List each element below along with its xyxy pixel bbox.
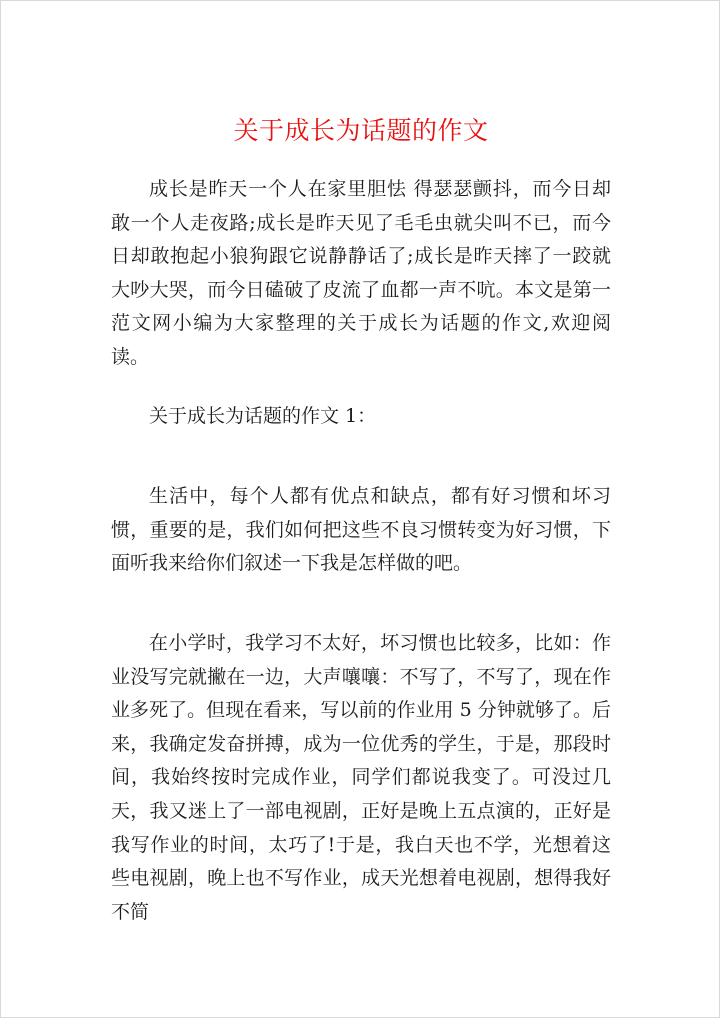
paragraph-primary-school: 在小学时，我学习不太好，坏习惯也比较多，比如：作业没写完就撇在一边，大声嚷嚷：不写了，不写了，现在作业多死了。但现在看来，写以前的作业用 5 分钟就够了。后来，我确定发奋拼搏，成为一位优秀的学生，于是，那段时间，我始终按时完成作业，同学们都说我变了。可没过几天，我又迷上了一部电视剧，正好是晚上五点演的，正好是我写作业的时间，太巧了!于是，我白天也不学，光想着这些电视剧，晚上也不写作业，成天光想着电视剧，想得我好不简 [111,632,611,923]
document-title: 关于成长为话题的作文 [233,116,489,145]
section-heading: 关于成长为话题的作文 1： [149,405,377,427]
paragraph-habits: 生活中，每个人都有优点和缺点，都有好习惯和坏习惯，重要的是，我们如何把这些不良习惯转变为好习惯，下面听我来给你们叙述一下我是怎样做的吧。 [111,485,611,575]
paragraph-intro: 成长是昨天一个人在家里胆怯 得瑟瑟颤抖，而今日却敢一个人走夜路;成长是昨天见了毛毛虫就尖叫不已，而今日却敢抱起小狼狗跟它说静静话了;成长是昨天摔了一跤就大吵大哭，而今日磕破了皮流了血都一声不吭。本文是第一范文网小编为大家整理的关于成长为话题的作文,欢迎阅读。 [111,178,611,368]
